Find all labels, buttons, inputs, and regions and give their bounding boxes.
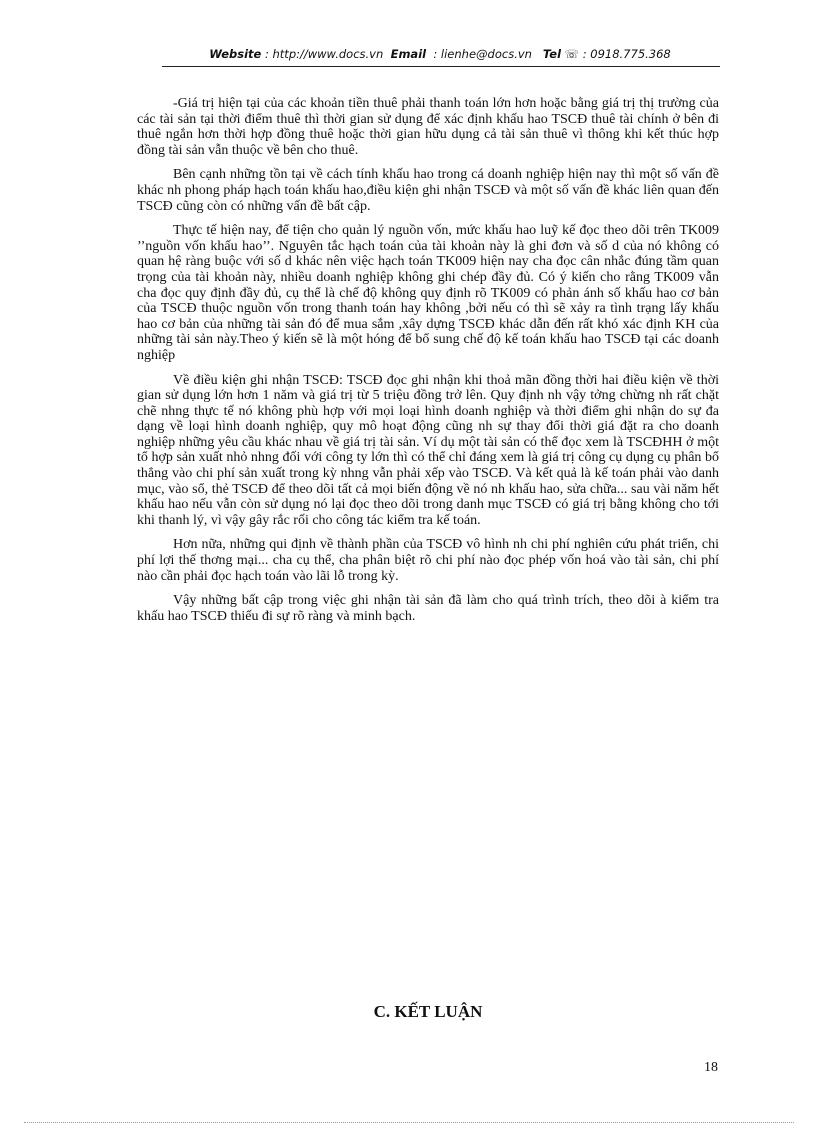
conclusion-heading: C. KẾT LUẬN [373, 1002, 483, 1021]
email-value: : lienhe@docs.vn [433, 47, 532, 61]
page-number: 18 [704, 1060, 718, 1075]
phone-icon: ☏ [564, 47, 580, 61]
paragraph: Hơn nữa, những qui định về thành phần của TSCĐ vô hình nh chi phí nghiên cứu phát triển, chi phí lợi thế thơng mại... cha cụ thể, cha phân biệt rõ chi phí nào đọc phép vốn hoá vào tài sản, chi phí nào cần phải đọc hạch toán vào lãi lỗ trong kỳ. [137, 537, 719, 584]
page-header [160, 47, 720, 61]
website-label: Website [209, 47, 262, 61]
website-value: : http://www.docs.vn [264, 47, 384, 61]
tel-value: : 0918.775.368 [582, 47, 671, 61]
header-rule [162, 66, 720, 67]
document-body [137, 96, 719, 633]
paragraph: Bên cạnh những tồn tại về cách tính khấu hao trong cá doanh nghiệp hiện nay thì một số vấn đề khác nh phong pháp hạch toán khấu hao,điều kiện ghi nhận TSCĐ và một số vấn đề khác liên quan đến TSCĐ cũng còn có những vấn đề bất cập. [137, 167, 719, 214]
email-label: Email [390, 47, 427, 61]
paragraph: Vậy những bất cập trong việc ghi nhận tài sản đã làm cho quá trình trích, theo dõi à kiểm tra khấu hao TSCĐ thiếu đi sự rõ ràng và minh bạch. [137, 593, 719, 624]
paragraph: -Giá trị hiện tại của các khoản tiền thuê phải thanh toán lớn hơn hoặc bằng giá trị thị trường của các tài sản tại thời điểm thuê thì thời gian sử dụng để xác định khấu hao TSCĐ thuê tài chính ở bên đi thuê ngắn hơn thời hợp đồng thuê hoặc thời gian hữu dụng cả tài sản thuê vì thông khi kết thúc hợp đồng tài sản vẫn thuộc về bên cho thuê. [137, 96, 719, 158]
tel-label: Tel [542, 47, 562, 61]
paragraph: Thực tế hiện nay, để tiện cho quản lý nguồn vốn, mức khấu hao luỹ kế đọc theo dõi trên TK009 ’’nguồn vốn khấu hao’’. Nguyên tắc hạch toán của tài khoản này là ghi đơn và số d của nó không có quan hệ ràng buộc với số d khác nên việc hạch toán TK009 hiện nay cha đọc cân nhắc đúng tầm quan trọng của tài khoản này, nhiều doanh nghiệp không ghi chép đầy đủ. Có ý kiến cho rằng TK009 vẫn cha đọc quy định đầy đủ, cụ thể là chế độ không quy định rõ TK009 có phản ánh số khấu hao cơ bản của TSCĐ thuộc nguồn vốn trong thanh toán hay không ,bởi nếu có thì sẽ xảy ra tình trạng lấy khấu hao cơ bản của những tài sản đó để mua sắm ,xây dựng TSCĐ khác dẫn đến rất khó xác định KH của những tài sản này.Theo ý kiến sẽ là một hóng để bổ sung chế độ kế toán khấu hao TSCĐ tại các doanh nghiệp [137, 223, 719, 363]
paragraph: Về điều kiện ghi nhận TSCĐ: TSCĐ đọc ghi nhận khi thoả mãn đồng thời hai điều kiện về thời gian sử dụng lớn hơn 1 năm và giá trị từ 5 triệu đồng trở lên. Quy định nh vậy tởng chừng nh rất chặt chẽ nhng thực tế nó không phù hợp với mọi loại hình doanh nghiệp và thời điểm ghi nhận do sự đa dạng về loại hình doanh nghiệp, quy mô hoạt động cũng nh sự thay đổi thời giá đặt ra cho doanh nghiệp những yêu cầu khác nhau về giá trị tài sản. Ví dụ một tài sản có thể đọc xem là TSCĐHH ở một tổ hợp sản xuất nhỏ nhng đối với công ty lớn thì có thể chỉ đáng xem là giá trị công cụ dụng cụ phân bổ thẳng vào chi phí sản xuất trong kỳ nhng vẫn phải xếp vào TSCĐ. Và kết quả là kế toán phải vào danh mục, vào sổ, thẻ TSCĐ để theo dõi tất cả mọi biến động về nó nh khấu hao, sửa chữa... sau vài năm hết khấu hao nếu vẫn còn sử dụng nó lại đọc theo dõi trong danh mục TSCĐ có giá trị bằng không cho tới khi thanh lý, vì vậy gây rắc rối cho công tác kiểm tra kế toán. [137, 372, 719, 528]
